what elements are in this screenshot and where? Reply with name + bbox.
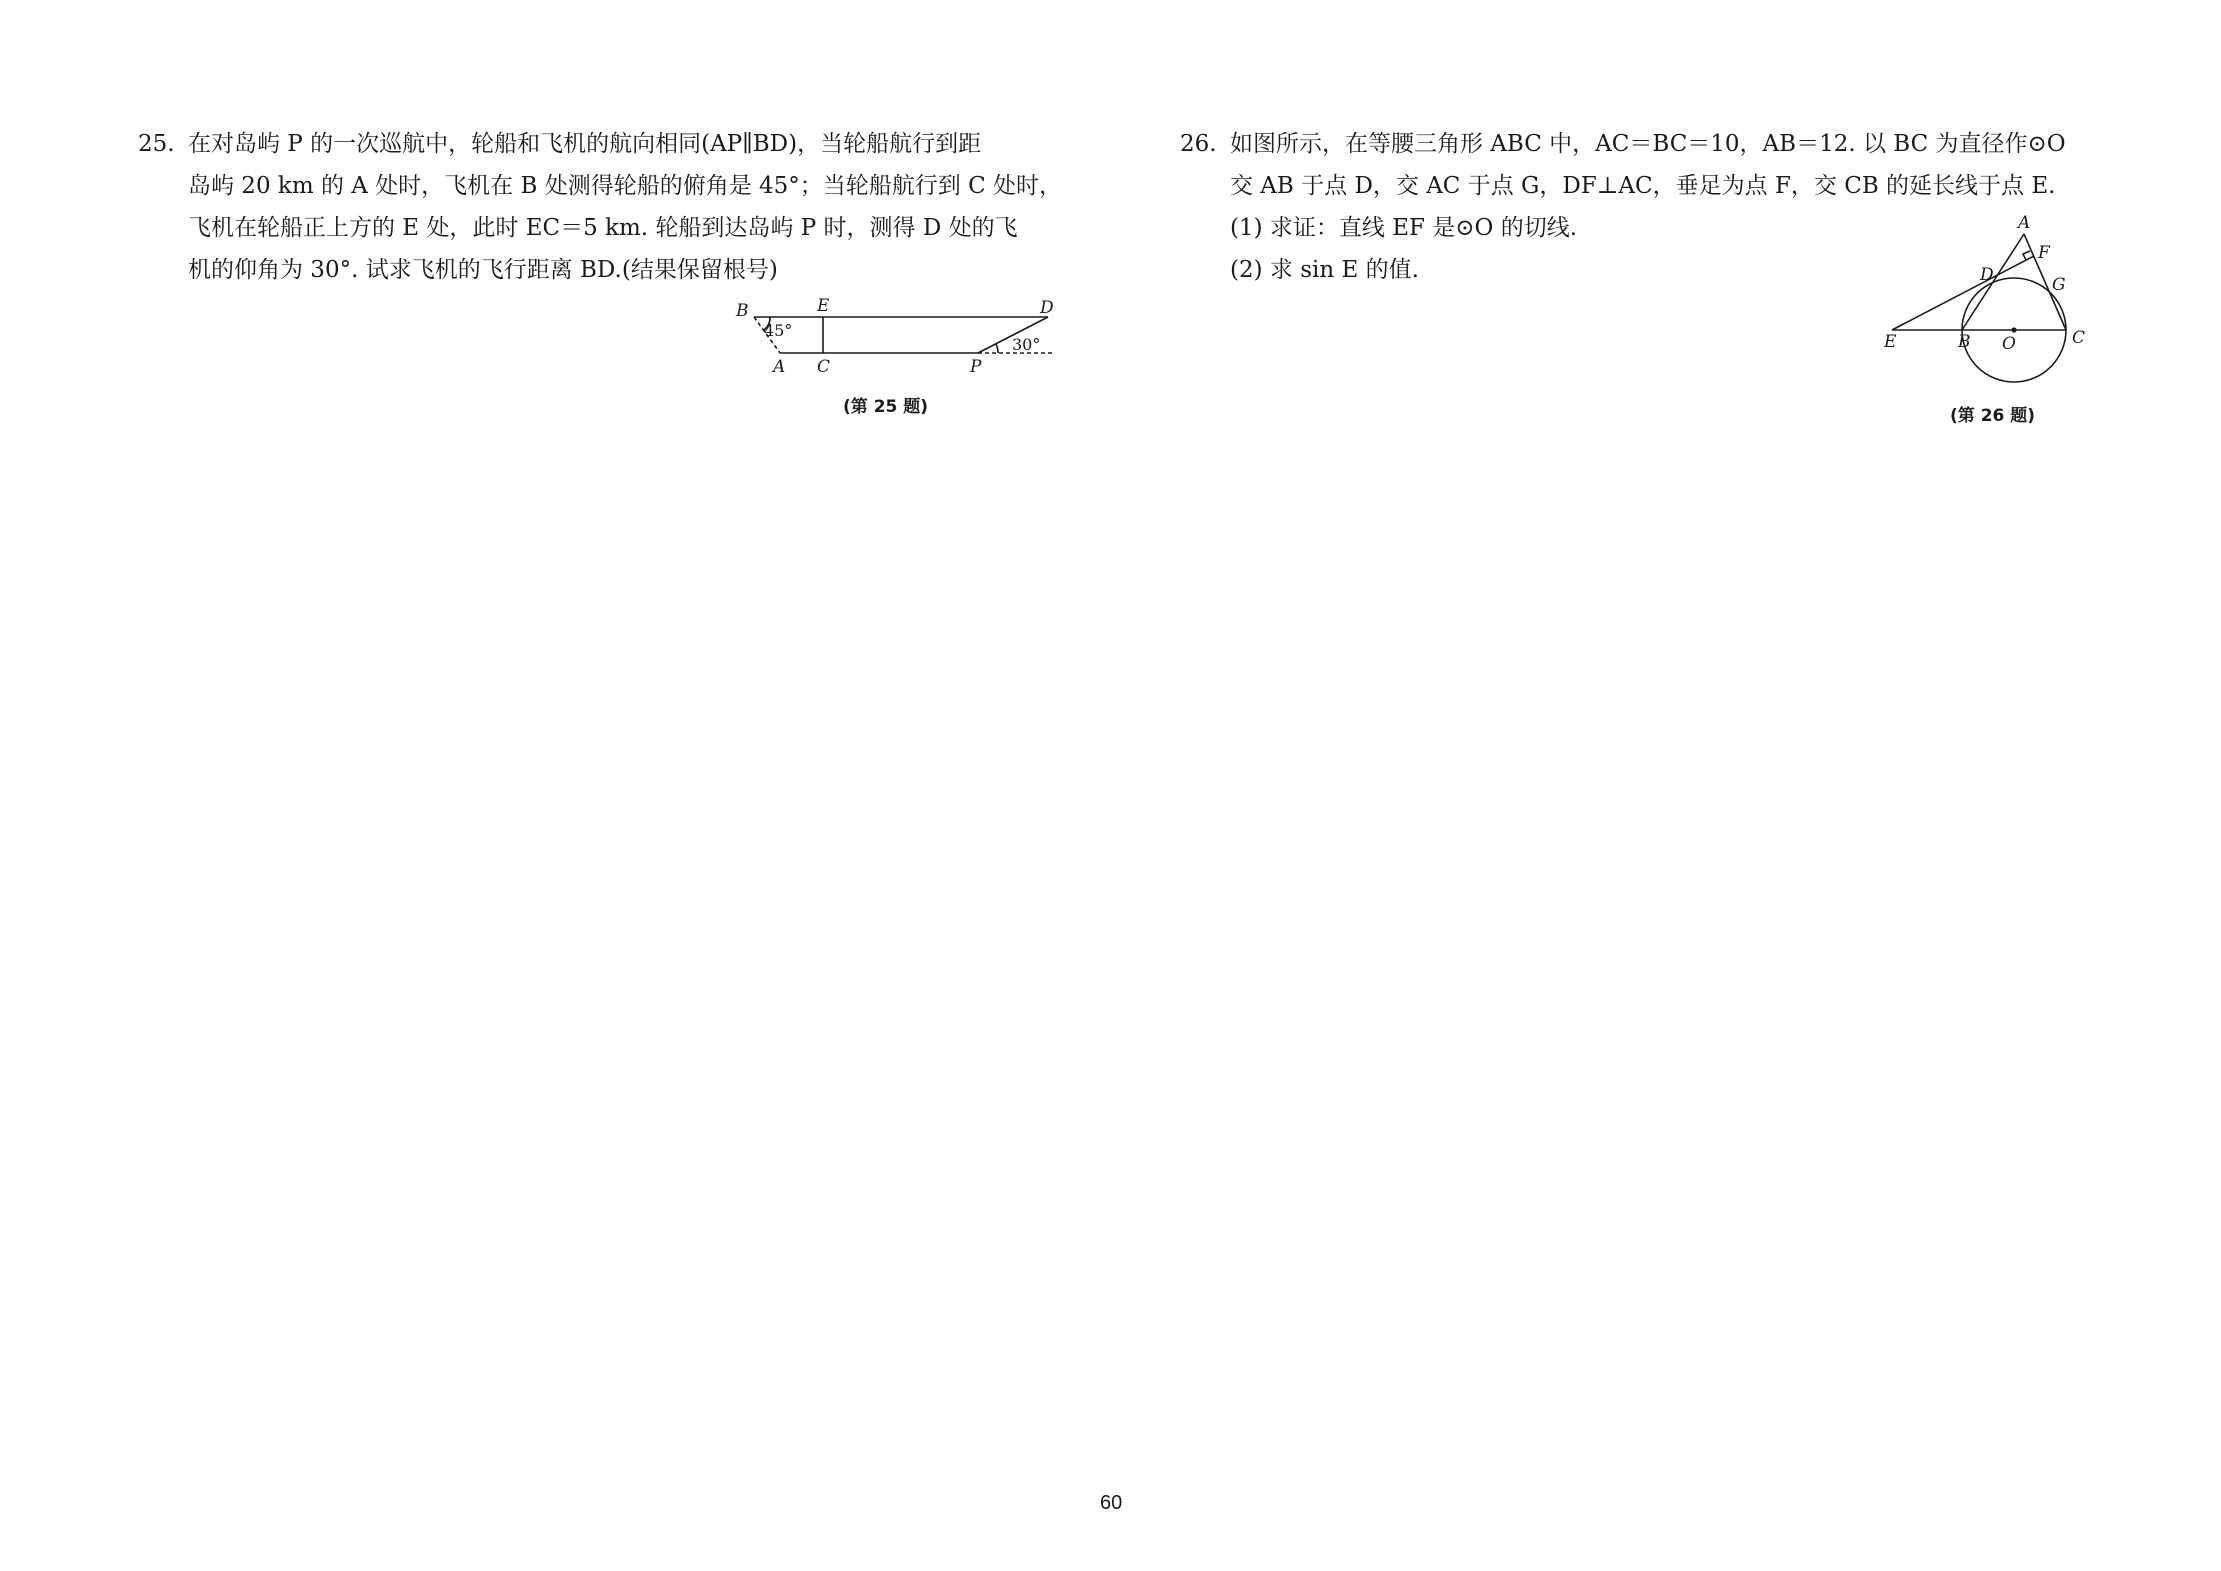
point-label-a: A: [2018, 213, 2031, 233]
figure-25: [726, 296, 1066, 378]
point-label-b: B: [1958, 332, 1971, 352]
point-label-a: A: [773, 357, 786, 377]
angle-label-45: 45°: [764, 321, 793, 340]
problem-number: 25.: [138, 131, 175, 157]
sub-question-2: (2) 求 sin E 的值.: [1230, 257, 1419, 283]
problem-text: 如图所示，在等腰三角形 ABC 中，AC＝BC＝10，AB＝12. 以 BC 为直径作⊙O 交 AB 于点 D，交 AC 于点 G，DF⊥AC，垂足为点 F，交 CB 的延长线于点 E.: [1230, 131, 2066, 199]
point-label-o: O: [2002, 334, 2016, 354]
problem-number: 26.: [1180, 131, 1217, 157]
problem-25: [138, 123, 1063, 291]
point-label-e: E: [817, 296, 830, 316]
sub-question-1: (1) 求证：直线 EF 是⊙O 的切线.: [1230, 215, 1578, 241]
point-label-d: D: [1980, 265, 1994, 285]
point-label-d: D: [1040, 298, 1054, 318]
angle-arc-p: [996, 344, 998, 353]
problem-text: 在对岛屿 P 的一次巡航中，轮船和飞机的航向相同(AP∥BD)，当轮船航行到距 岛屿 20 km 的 A 处时，飞机在 B 处测得轮船的俯角是 45°；当轮船航行到 C 处时， 飞机在轮船正上方的 E 处，此时 EC＝5 km. 轮船到达岛屿 P 时，测得 D 处的飞 机的仰角为 30°. 试求飞机的飞行距离 BD.(结果保留根号): [188, 131, 1062, 283]
point-label-b: B: [736, 301, 749, 321]
point-label-p: P: [970, 357, 982, 377]
point-label-c: C: [2072, 328, 2086, 348]
figure-caption: (第 26 题): [1950, 406, 2036, 426]
angle-label-30: 30°: [1012, 335, 1041, 354]
center-o-dot: [2011, 327, 2016, 332]
point-label-c: C: [817, 357, 831, 377]
figure-caption: (第 25 题): [843, 397, 929, 417]
point-label-e: E: [1884, 332, 1897, 352]
figure-26: [1880, 214, 2090, 394]
point-label-g: G: [2052, 275, 2066, 295]
point-label-f: F: [2038, 243, 2050, 263]
page-number: 60: [1100, 1492, 1123, 1514]
